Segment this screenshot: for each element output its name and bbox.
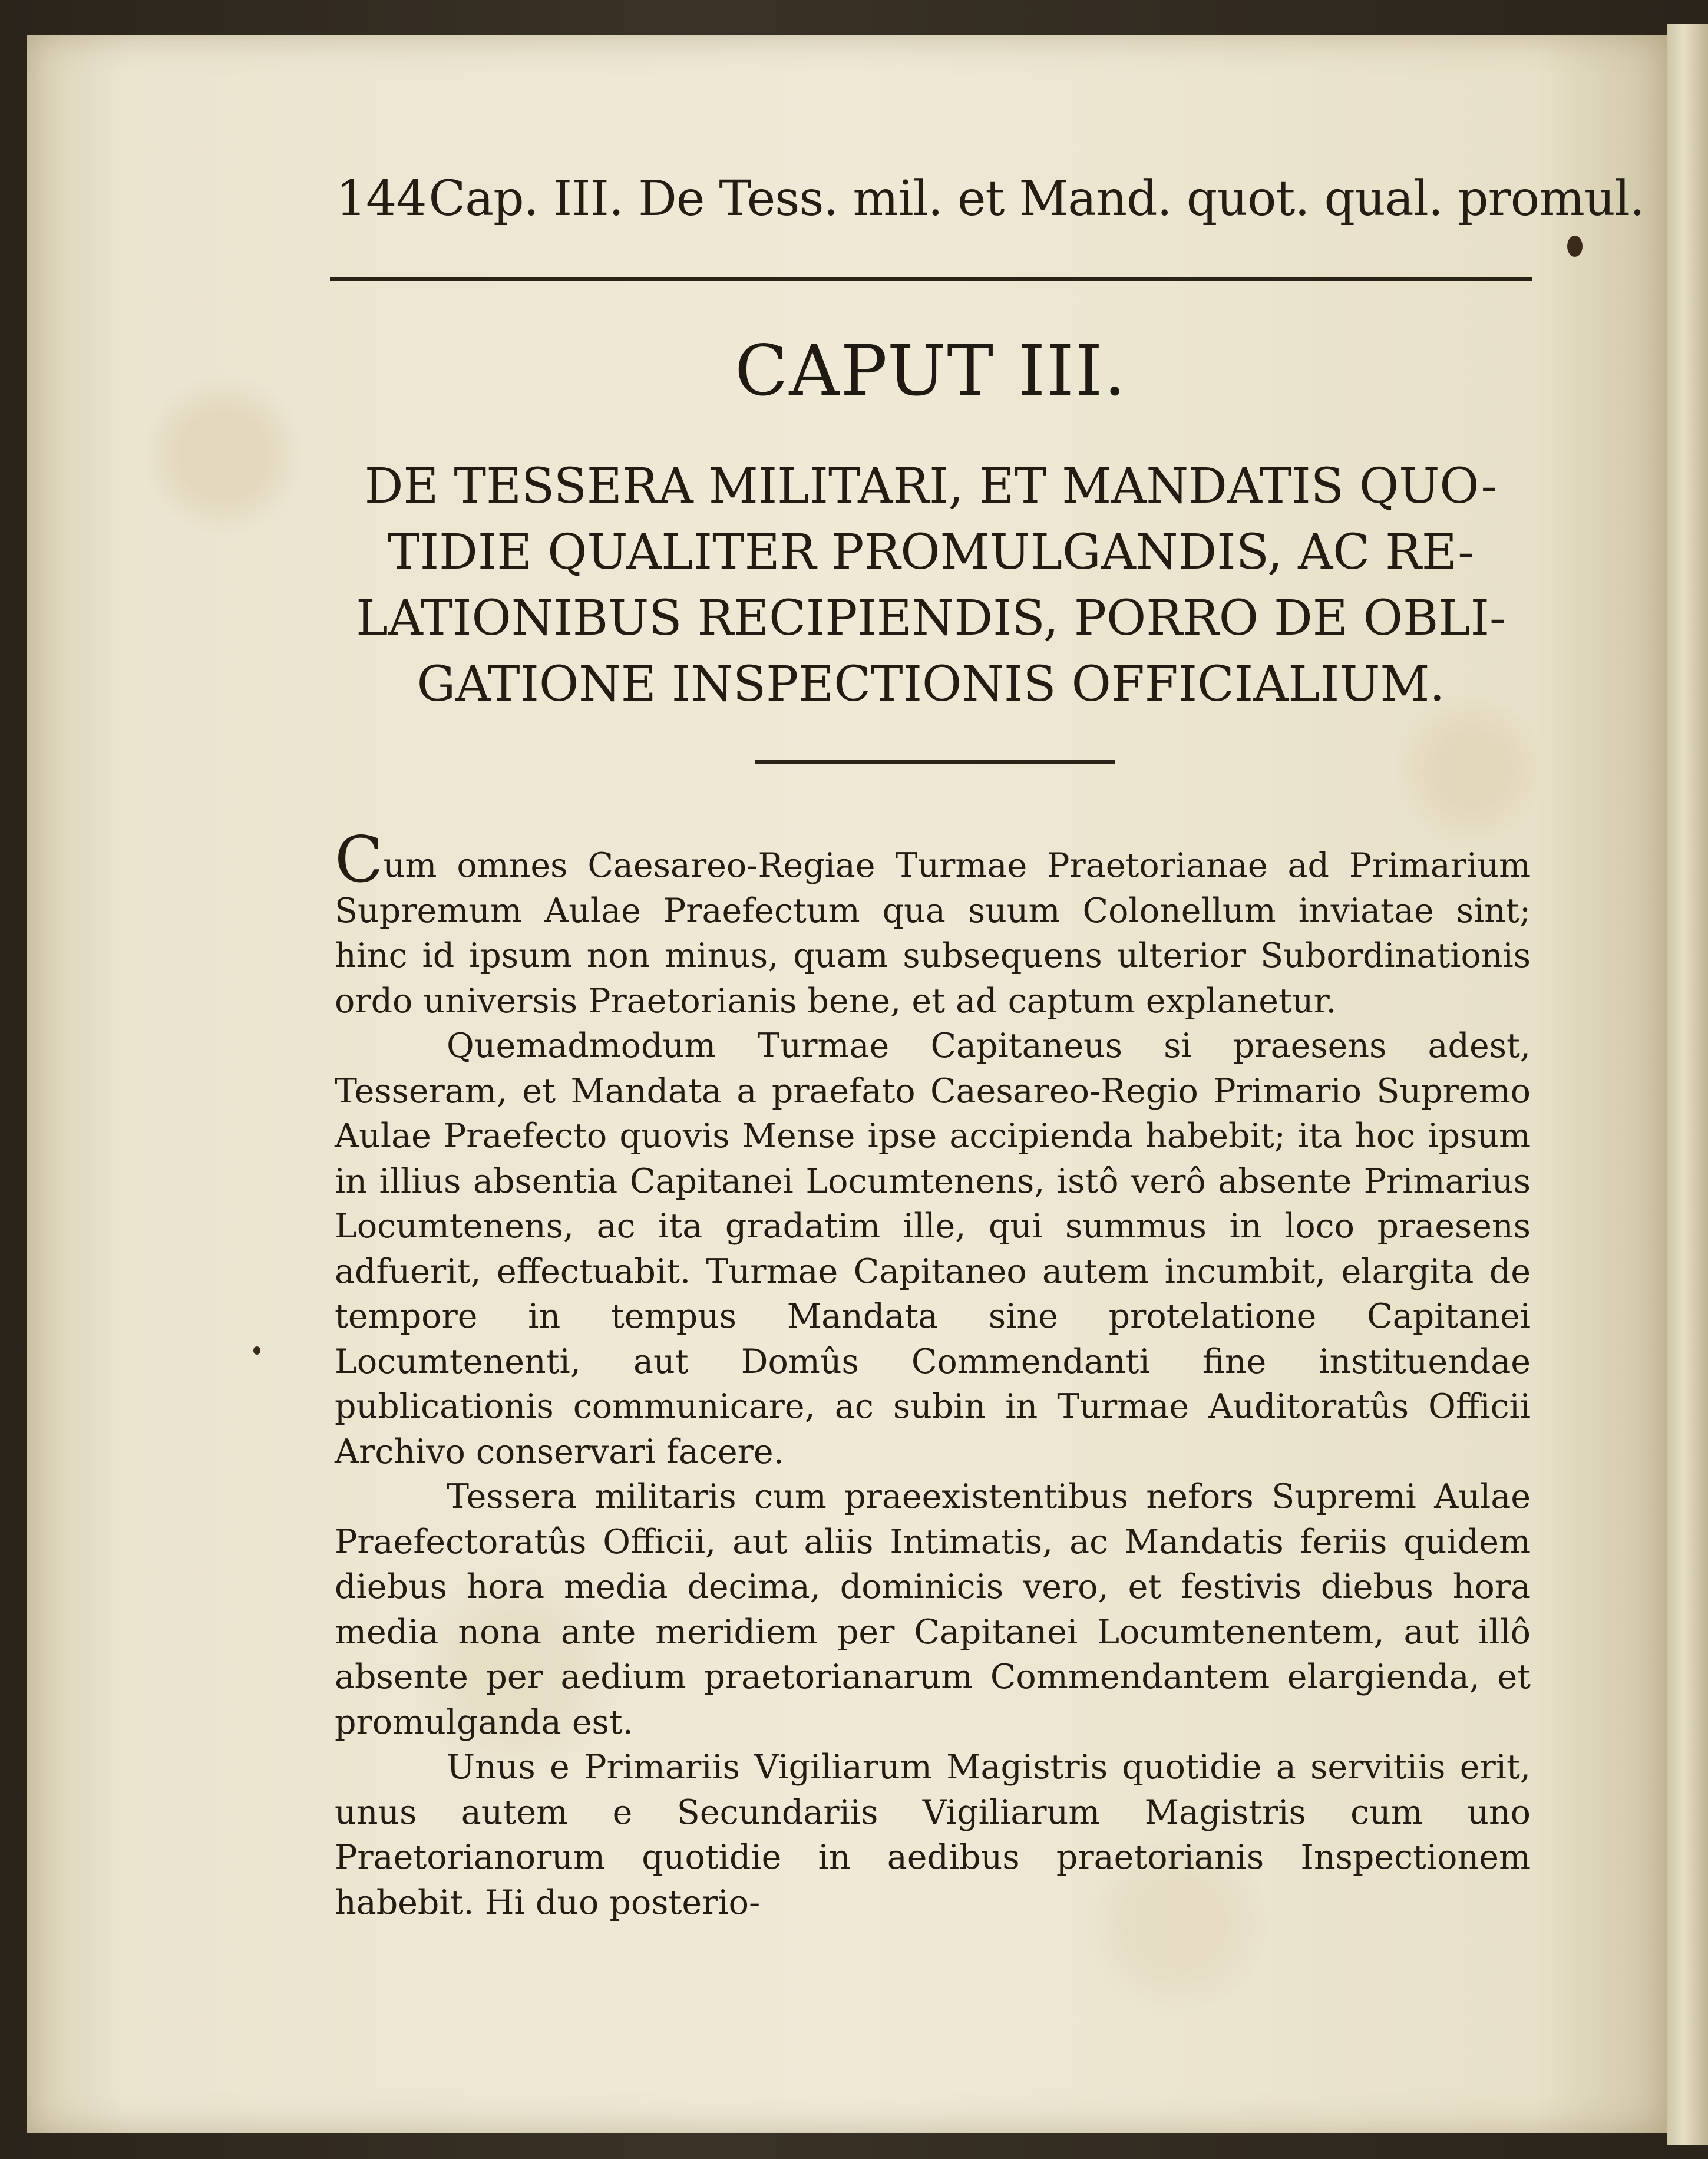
- ink-spot: [253, 1346, 260, 1355]
- paragraph-3: Tessera militaris cum praeexistentibus nefors Supremi Aulae Praefectoratûs Officii, aut aliis Intimatis, ac Mandatis feriis quidem diebus hora media decima, dominicis vero, et festivis diebus hora media nona ante meridiem per Capitanei Locumtenentem, aut illô absente per aedium praetorianarum Commendantem elargienda, et promulganda est.: [335, 1477, 1531, 1742]
- running-head-text: Cap. III. De Tess. mil. et Mand. quot. qual. promul.: [428, 171, 1644, 227]
- header-rule: [330, 277, 1532, 281]
- chapter-title-line: LATIONIBUS RECIPIENDIS, PORRO DE OBLI-: [356, 590, 1506, 646]
- paragraph-1-text: um omnes Caesareo-Regiae Turmae Praetorianae ad Primarium Supremum Aulae Praefectum qua suum Colonellum inviatae sint; hinc id ipsum non minus, quam subsequens ulterior Subordinationis ordo universis Praetorianis bene, et ad captum explanetur.: [335, 846, 1531, 1021]
- chapter-title-line: TIDIE QUALITER PROMULGANDIS, AC RE-: [388, 524, 1474, 580]
- page-number: 144: [336, 171, 427, 227]
- paragraph-1: [335, 823, 1531, 1024]
- section-divider: [755, 760, 1115, 764]
- body-text: [335, 823, 1531, 1925]
- next-page-edge: [1667, 24, 1708, 2145]
- initial-letter: C: [335, 823, 384, 897]
- paragraph-4: Unus e Primariis Vigiliarum Magistris quotidie a servitiis erit, unus autem e Secundariis Vigiliarum Magistris cum uno Praetorianorum quotidie in aedibus praetorianis Inspectionem habebit. Hi duo posterio-: [335, 1748, 1531, 1922]
- chapter-title-line: DE TESSERA MILITARI, ET MANDATIS QUO-: [364, 458, 1498, 514]
- paragraph-2: Quemadmodum Turmae Capitaneus si praesens adest, Tesseram, et Mandata a praefato Caesareo-Regio Primario Supremo Aulae Praefecto quovis Mense ipse accipienda habebit; ita hoc ipsum in illius absentia Capitanei Locumtenens, istô verô absente Primarius Locumtenens, ac ita gradatim ille, qui summus in loco praesens adfuerit, effectuabit. Turmae Capitaneo autem incumbit, elargita de tempore in tempus Mandata sine protelatione Capitanei Locumtenenti, aut Domûs Commendanti fine instituendae publicationis communicare, ac subin in Turmae Auditoratûs Officii Archivo conservari facere.: [335, 1026, 1531, 1471]
- ink-spot: [1567, 236, 1583, 257]
- chapter-title-line: GATIONE INSPECTIONIS OFFICIALIUM.: [417, 656, 1445, 712]
- chapter-heading: CAPUT III.: [735, 330, 1127, 411]
- running-head: [336, 171, 1644, 227]
- chapter-title: [330, 454, 1532, 718]
